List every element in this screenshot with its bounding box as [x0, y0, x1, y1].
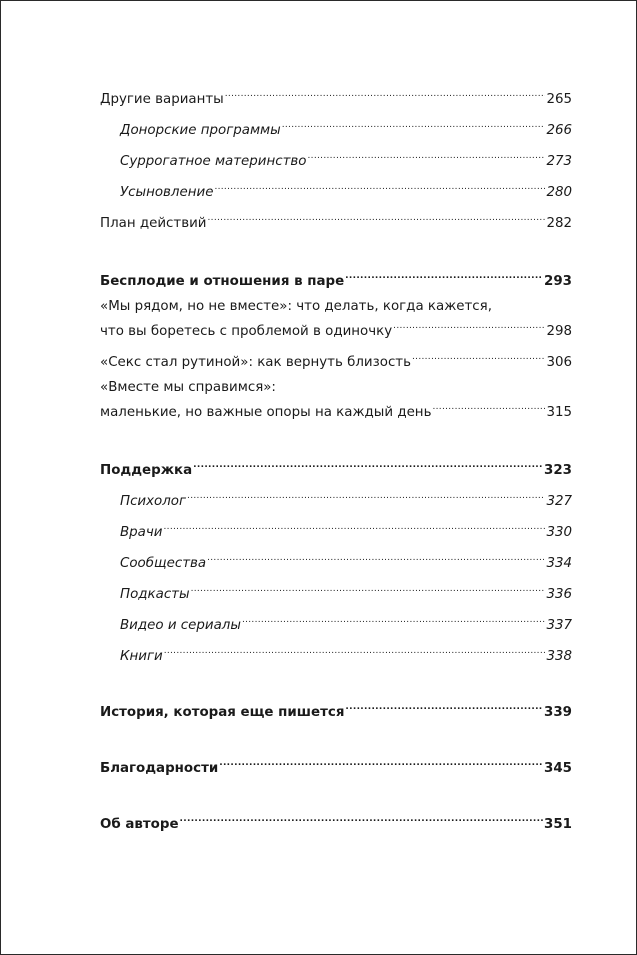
toc-chapter-page: 293	[544, 274, 572, 289]
toc-entry-adoption	[100, 177, 572, 202]
dot-leader	[225, 84, 546, 103]
toc-entry-title: Книги	[120, 649, 163, 664]
toc-entry-title: Другие варианты	[100, 92, 224, 107]
toc-entry-donor-programs	[100, 115, 572, 140]
toc-entry-title: Суррогатное материнство	[120, 154, 307, 169]
dot-leader	[180, 809, 544, 828]
toc-chapter-support	[100, 455, 572, 480]
dot-leader	[242, 610, 546, 629]
toc-chapter-page: 323	[544, 463, 572, 478]
toc-entry-title: Сообщества	[120, 556, 207, 571]
toc-entry-title: План действий	[100, 216, 207, 231]
dot-leader	[393, 316, 545, 335]
toc-entry-title: Психолог	[120, 494, 187, 509]
dot-leader	[345, 697, 543, 716]
toc-chapter-title: Поддержка	[100, 463, 193, 478]
toc-entry-title-line2: маленькие, но важные опоры на каждый день	[100, 405, 432, 420]
dot-leader	[219, 753, 543, 772]
toc-chapter-acknowledgements	[100, 753, 572, 778]
toc-entry-page: 338	[546, 649, 572, 664]
toc-entry-title: Донорские программы	[120, 123, 281, 138]
toc-entry-books	[100, 641, 572, 666]
toc-entry-page: 327	[546, 494, 572, 509]
table-of-contents	[100, 84, 572, 834]
toc-entry-title-line1: «Мы рядом, но не вместе»: что делать, когда кажется,	[100, 299, 492, 314]
toc-entry-page: 315	[546, 405, 572, 420]
toc-entry-page: 266	[546, 123, 572, 138]
dot-leader	[412, 347, 545, 366]
toc-entry-title: Врачи	[120, 525, 163, 540]
toc-entry-page: 334	[546, 556, 572, 571]
toc-entry-page: 298	[546, 324, 572, 339]
toc-entry-page: 337	[546, 618, 572, 633]
toc-entry-page: 330	[546, 525, 572, 540]
toc-entry-page: 265	[546, 92, 572, 107]
toc-entry-surrogacy	[100, 146, 572, 171]
toc-chapter-ongoing-story	[100, 697, 572, 722]
toc-entry-page: 280	[546, 185, 572, 200]
toc-entry-video-series	[100, 610, 572, 635]
dot-leader	[164, 641, 546, 660]
toc-chapter-title: Благодарности	[100, 761, 219, 776]
toc-entry-title-line2: что вы боретесь с проблемой в одиночку	[100, 324, 393, 339]
toc-entry-title: Усыновление	[120, 185, 214, 200]
toc-chapter-page: 345	[544, 761, 572, 776]
dot-leader	[208, 208, 546, 227]
dot-leader	[214, 177, 545, 196]
toc-entry-communities	[100, 548, 572, 573]
toc-entry-podcasts	[100, 579, 572, 604]
toc-entry-page: 282	[546, 216, 572, 231]
toc-entry-together-apart	[100, 297, 572, 341]
toc-chapter-infertility-couple	[100, 266, 572, 291]
toc-entry-title: «Секс стал рутиной»: как вернуть близость	[100, 355, 411, 370]
toc-entry-title: Видео и сериалы	[120, 618, 241, 633]
toc-entry-page: 336	[546, 587, 572, 602]
dot-leader	[345, 266, 543, 285]
toc-chapter-title: Бесплодие и отношения в паре	[100, 274, 345, 289]
dot-leader	[193, 455, 543, 474]
toc-entry-other-options	[100, 84, 572, 109]
toc-chapter-page: 351	[544, 817, 572, 832]
toc-entry-title: Подкасты	[120, 587, 190, 602]
toc-chapter-title: История, которая еще пишется	[100, 705, 345, 720]
toc-entry-psychologist	[100, 486, 572, 511]
toc-chapter-title: Об авторе	[100, 817, 179, 832]
toc-entry-page: 306	[546, 355, 572, 370]
toc-chapter-page: 339	[544, 705, 572, 720]
toc-entry-page: 273	[546, 154, 572, 169]
dot-leader	[282, 115, 546, 134]
toc-entry-we-will-manage	[100, 378, 572, 422]
dot-leader	[207, 548, 545, 567]
toc-entry-sex-routine	[100, 347, 572, 372]
toc-entry-title-line1: «Вместе мы справимся»:	[100, 380, 276, 395]
dot-leader	[187, 486, 545, 505]
toc-entry-action-plan	[100, 208, 572, 233]
dot-leader	[191, 579, 546, 598]
toc-chapter-about-author	[100, 809, 572, 834]
dot-leader	[308, 146, 546, 165]
dot-leader	[164, 517, 546, 536]
toc-entry-doctors	[100, 517, 572, 542]
dot-leader	[432, 397, 545, 416]
